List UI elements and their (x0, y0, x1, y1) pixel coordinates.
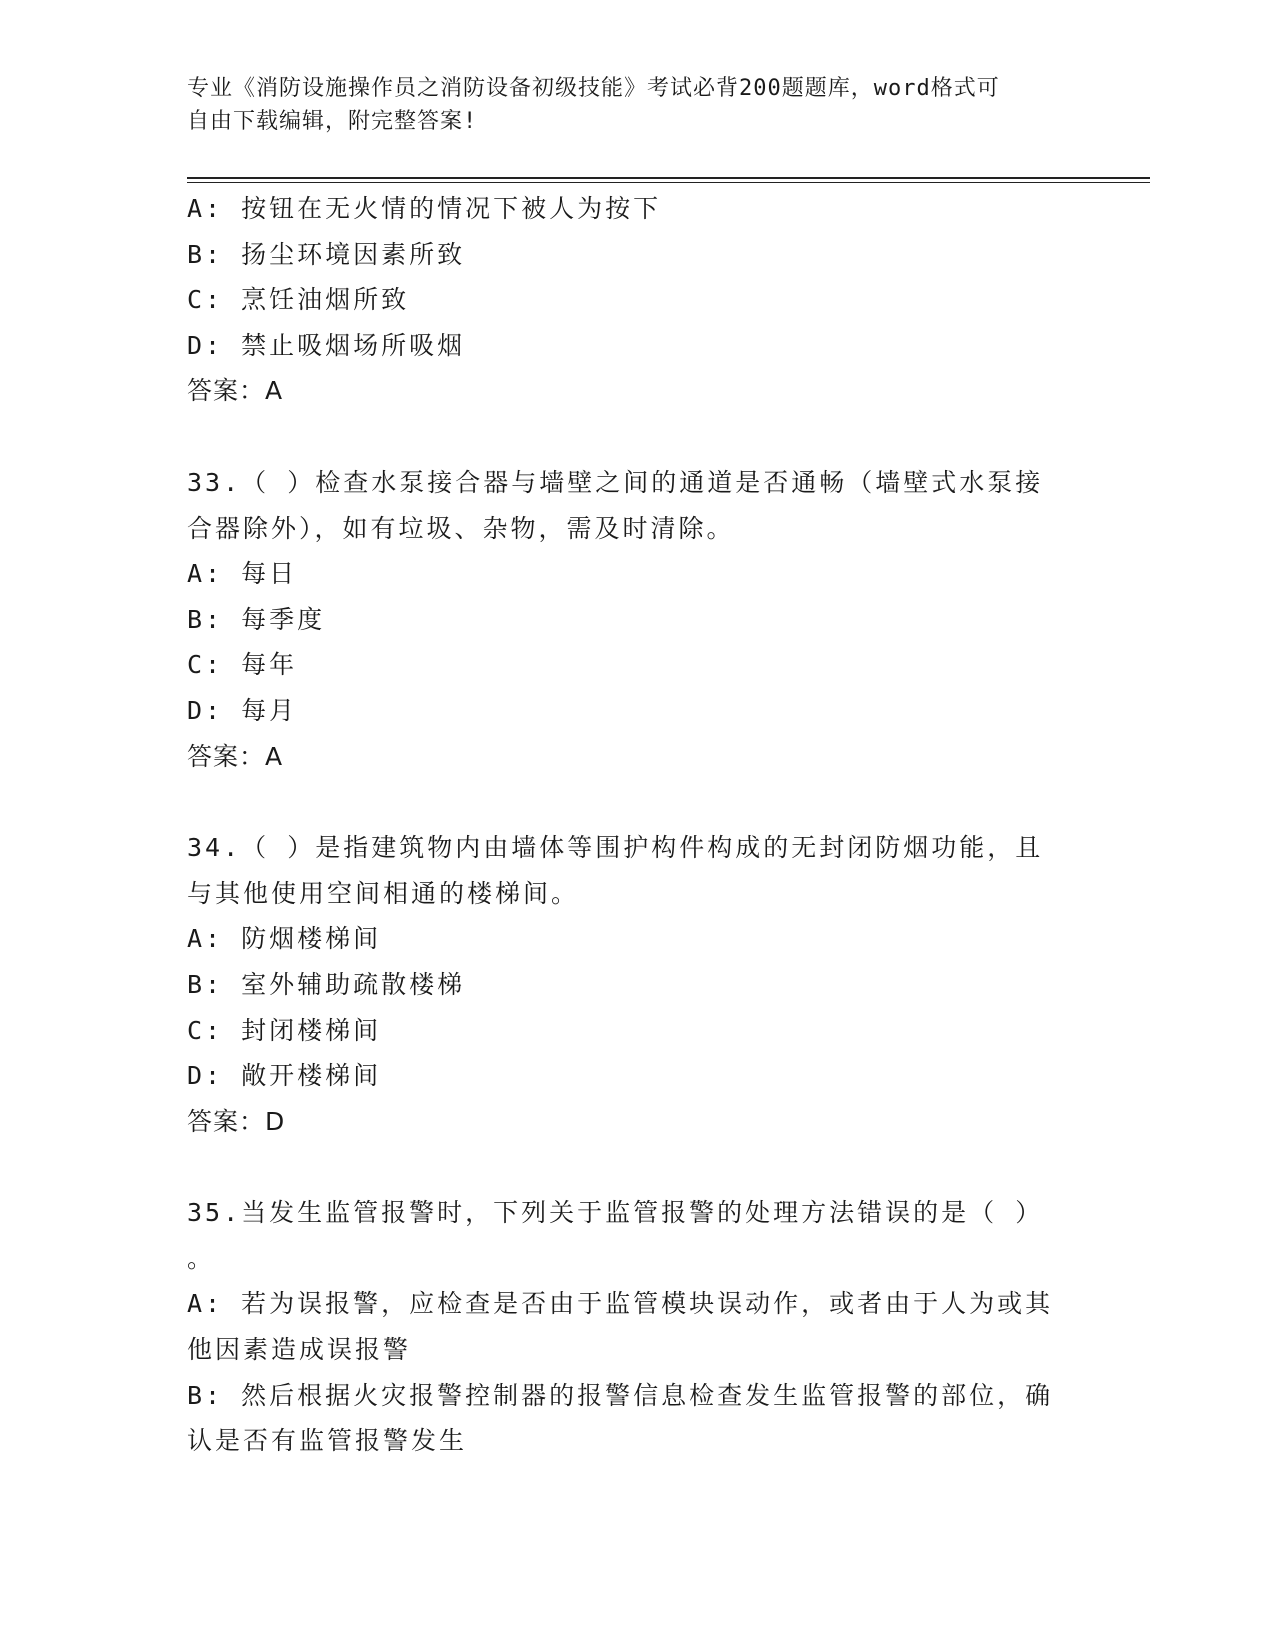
question-33 (187, 460, 1067, 779)
question-stem-line-1: 35.当发生监管报警时，下列关于监管报警的处理方法错误的是（ ） (187, 1198, 1044, 1228)
spacer (187, 414, 1067, 460)
header-line-1: 专业《消防设施操作员之消防设备初级技能》考试必背200题题库，word格式可 (187, 76, 1000, 101)
question-stem-line-1: 33.（ ）检查水泵接合器与墙壁之间的通道是否通畅（墙壁式水泵接 (187, 467, 1044, 497)
option-b: B: 扬尘环境因素所致 (187, 239, 466, 269)
option-a: A: 按钮在无火情的情况下被人为按下 (187, 194, 662, 223)
option-c: C: 烹饪油烟所致 (187, 285, 410, 315)
question-list (187, 186, 1067, 1464)
question-32 (187, 186, 1067, 414)
option-b: B: 每季度 (187, 604, 326, 634)
option-b-line-2: 认是否有监管报警发生 (187, 1426, 468, 1456)
answer: 答案：D (187, 1106, 286, 1136)
question-35 (187, 1190, 1067, 1464)
option-a-line-1: A: 若为误报警，应检查是否由于监管模块误动作，或者由于人为或其 (187, 1289, 1054, 1319)
option-d: D: 禁止吸烟场所吸烟 (187, 330, 466, 360)
question-stem-line-2: 与其他使用空间相通的楼梯间。 (187, 878, 580, 908)
option-a: A: 每日 (187, 559, 298, 589)
option-b-line-1: B: 然后根据火灾报警控制器的报警信息检查发生监管报警的部位，确 (187, 1380, 1054, 1410)
option-b: B: 室外辅助疏散楼梯 (187, 969, 466, 999)
question-stem-line-2: 。 (187, 1243, 216, 1273)
document-header (187, 72, 1067, 138)
question-stem-line-1: 34.（ ）是指建筑物内由墙体等围护构件构成的无封闭防烟功能，且 (187, 833, 1044, 863)
option-c: C: 封闭楼梯间 (187, 1015, 382, 1045)
header-line-2: 自由下载编辑，附完整答案! (187, 109, 478, 134)
header-divider-thick (187, 177, 1150, 179)
answer: 答案：A (187, 741, 284, 771)
question-stem-line-2: 合器除外），如有垃圾、杂物，需及时清除。 (187, 513, 735, 543)
option-a-line-2: 他因素造成误报警 (187, 1335, 412, 1365)
option-d: D: 敞开楼梯间 (187, 1061, 382, 1091)
question-34 (187, 825, 1067, 1144)
option-c: C: 每年 (187, 650, 298, 680)
spacer (187, 1144, 1067, 1190)
option-d: D: 每月 (187, 695, 298, 725)
header-divider-thin (187, 182, 1150, 183)
option-a: A: 防烟楼梯间 (187, 924, 382, 954)
answer: 答案：A (187, 376, 284, 406)
spacer (187, 779, 1067, 825)
